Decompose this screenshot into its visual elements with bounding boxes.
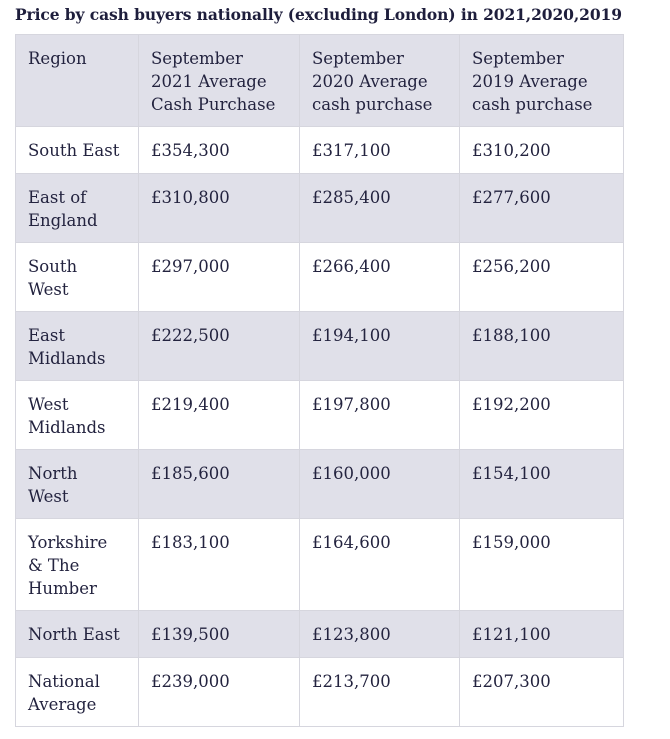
price-2021: £185,600 — [151, 464, 230, 483]
region-cell — [16, 243, 139, 312]
region-cell — [16, 381, 139, 450]
price-2019-cell — [460, 611, 624, 658]
price-2019-cell — [460, 450, 624, 519]
price-2019-cell — [460, 174, 624, 243]
header-sep-2020-label: September 2020 Average cash purchase — [312, 49, 433, 114]
region-cell — [16, 611, 139, 658]
header-sep-2021 — [139, 35, 300, 127]
price-2021-cell — [139, 611, 300, 658]
region-cell — [16, 312, 139, 381]
price-2019-cell — [460, 519, 624, 611]
price-2021: £219,400 — [151, 395, 230, 414]
price-2020: £285,400 — [312, 188, 391, 207]
region-cell — [16, 450, 139, 519]
price-2019: £256,200 — [472, 257, 551, 276]
table-row — [16, 312, 624, 381]
price-2019: £277,600 — [472, 188, 551, 207]
price-2021: £183,100 — [151, 533, 230, 552]
header-sep-2021-label: September 2021 Average Cash Purchase — [151, 49, 276, 114]
price-2020-cell — [300, 658, 460, 727]
price-2019: £192,200 — [472, 395, 551, 414]
price-2020: £317,100 — [312, 141, 391, 160]
region-cell — [16, 174, 139, 243]
price-2020: £123,800 — [312, 625, 391, 644]
price-2019: £188,100 — [472, 326, 551, 345]
price-2021-cell — [139, 519, 300, 611]
region-label: East Midlands — [28, 326, 106, 368]
header-sep-2019 — [460, 35, 624, 127]
region-label: Yorkshire & The Humber — [28, 533, 108, 598]
table-row — [16, 243, 624, 312]
region-label: South West — [28, 257, 78, 299]
price-2020-cell — [300, 611, 460, 658]
header-sep-2020 — [300, 35, 460, 127]
price-2019: £159,000 — [472, 533, 551, 552]
price-2020: £197,800 — [312, 395, 391, 414]
region-label: North West — [28, 464, 78, 506]
header-region — [16, 35, 139, 127]
table-header-row — [16, 35, 624, 127]
price-2021-cell — [139, 450, 300, 519]
price-2019-cell — [460, 658, 624, 727]
price-2020: £160,000 — [312, 464, 391, 483]
price-2020-cell — [300, 519, 460, 611]
price-2021: £222,500 — [151, 326, 230, 345]
region-label: East of England — [28, 188, 98, 230]
page-title: Price by cash buyers nationally (excluding London) in 2021,2020,2019 — [15, 5, 622, 24]
price-2021: £310,800 — [151, 188, 230, 207]
price-2019: £310,200 — [472, 141, 551, 160]
price-2019-cell — [460, 381, 624, 450]
region-cell — [16, 127, 139, 174]
table-row — [16, 127, 624, 174]
price-2021: £354,300 — [151, 141, 230, 160]
region-label: West Midlands — [28, 395, 106, 437]
table-row — [16, 174, 624, 243]
price-2021-cell — [139, 174, 300, 243]
price-2020: £213,700 — [312, 672, 391, 691]
price-2020-cell — [300, 312, 460, 381]
price-2021: £139,500 — [151, 625, 230, 644]
price-2021-cell — [139, 381, 300, 450]
table-row — [16, 611, 624, 658]
price-2021-cell — [139, 312, 300, 381]
region-cell — [16, 519, 139, 611]
header-sep-2019-label: September 2019 Average cash purchase — [472, 49, 593, 114]
price-2020: £266,400 — [312, 257, 391, 276]
price-2019: £154,100 — [472, 464, 551, 483]
price-2019-cell — [460, 312, 624, 381]
price-2020-cell — [300, 174, 460, 243]
price-2020-cell — [300, 450, 460, 519]
cash-price-table — [15, 34, 624, 727]
price-2020-cell — [300, 243, 460, 312]
price-2021-cell — [139, 243, 300, 312]
table-row — [16, 519, 624, 611]
price-2019-cell — [460, 243, 624, 312]
region-label: National Average — [28, 672, 100, 714]
price-2020-cell — [300, 381, 460, 450]
price-2021-cell — [139, 127, 300, 174]
table-row — [16, 381, 624, 450]
price-2021: £239,000 — [151, 672, 230, 691]
table-row — [16, 450, 624, 519]
price-2019: £121,100 — [472, 625, 551, 644]
region-label: South East — [28, 141, 120, 160]
header-region-label: Region — [28, 49, 87, 68]
region-cell — [16, 658, 139, 727]
price-2019-cell — [460, 127, 624, 174]
region-label: North East — [28, 625, 120, 644]
price-2020-cell — [300, 127, 460, 174]
price-2020: £194,100 — [312, 326, 391, 345]
price-2021: £297,000 — [151, 257, 230, 276]
price-2019: £207,300 — [472, 672, 551, 691]
table-row — [16, 658, 624, 727]
price-2021-cell — [139, 658, 300, 727]
price-2020: £164,600 — [312, 533, 391, 552]
